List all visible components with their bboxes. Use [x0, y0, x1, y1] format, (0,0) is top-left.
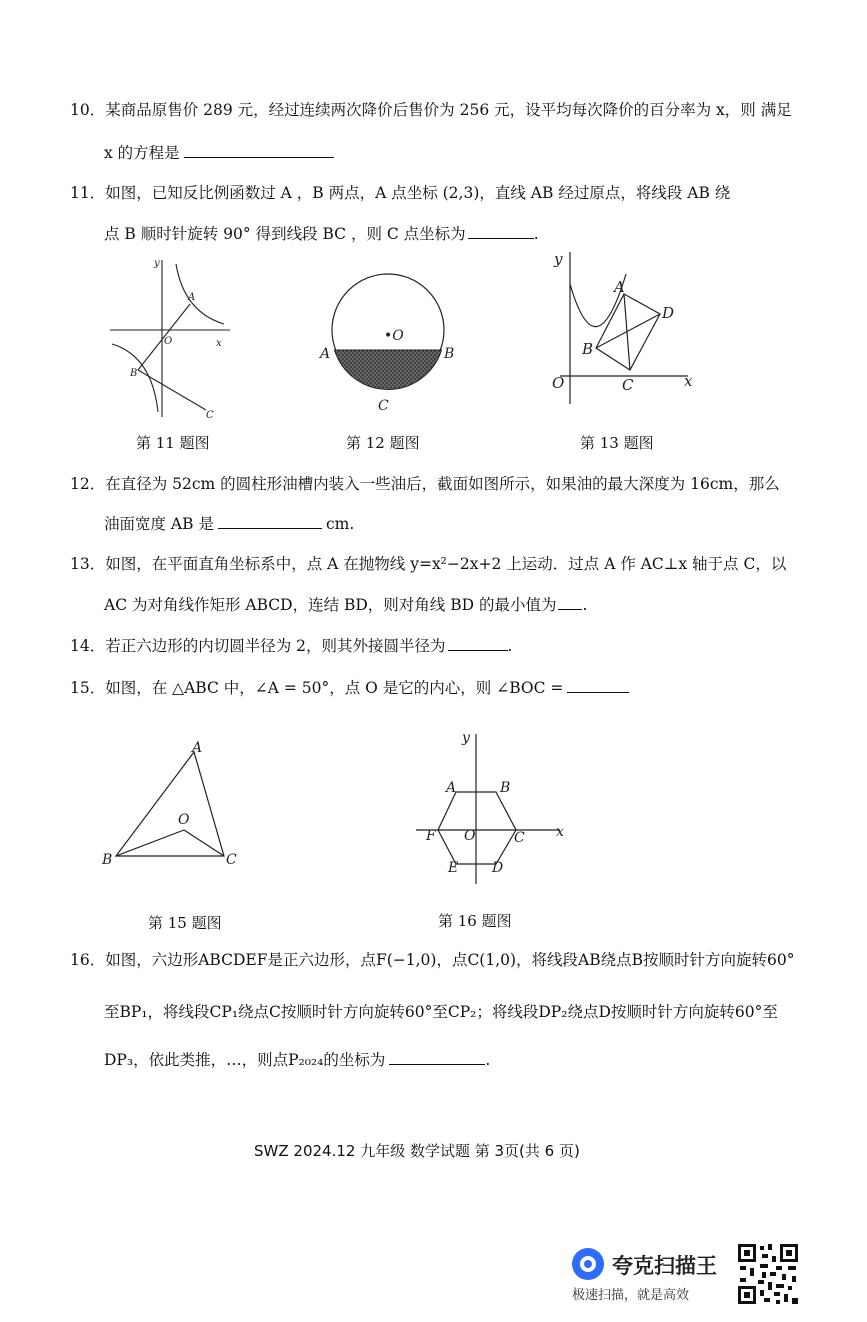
- fig12-o-label: •O: [384, 328, 404, 344]
- q12-end: cm.: [325, 515, 355, 533]
- fig13-a-label: A: [614, 278, 625, 296]
- q14-text: 14．若正六边形的内切圆半径为 2，则其外接圆半径为: [70, 637, 446, 655]
- q12-line2: [104, 514, 354, 534]
- q12-text: 油面宽度 AB 是: [104, 515, 214, 533]
- fig16-y-label: y: [462, 730, 470, 746]
- q14-end: .: [507, 637, 513, 655]
- q13-answer-blank: [558, 595, 582, 610]
- fig16-x-label: x: [556, 824, 564, 840]
- fig16-e-label: E: [448, 860, 459, 876]
- q16-text: DP₃，依此类推，…，则点P₂₀₂₄的坐标为: [104, 1051, 386, 1069]
- fig13-y-label: y: [554, 250, 563, 268]
- q15-line1: [70, 678, 629, 698]
- q16-answer-blank: [389, 1050, 485, 1065]
- q10-text: x 的方程是: [104, 144, 180, 162]
- fig16-b-label: B: [500, 780, 511, 796]
- fig15-a-label: A: [192, 740, 203, 756]
- q13-end: .: [582, 596, 588, 614]
- fig12-c-label: C: [378, 398, 389, 414]
- fig11-x-label: x: [216, 338, 222, 349]
- fig16-d-label: D: [492, 860, 504, 876]
- q14-answer-blank: [448, 636, 508, 651]
- fig13-x-label: x: [684, 372, 693, 390]
- fig16-c-label: C: [514, 830, 525, 846]
- q10-line2: [104, 143, 334, 163]
- q11-answer-blank: [468, 224, 534, 239]
- fig13-caption: 第 13 题图: [580, 434, 654, 452]
- fig16-caption: 第 16 题图: [438, 912, 512, 930]
- watermark-slogan: 极速扫描，就是高效: [572, 1288, 690, 1303]
- figure-16: [412, 726, 572, 888]
- scanner-logo-icon: [570, 1246, 606, 1282]
- scanner-watermark: [570, 1244, 730, 1304]
- page-footer: SWZ 2024.12 九年级 数学试题 第 3页(共 6 页): [254, 1142, 580, 1160]
- fig13-o-label: O: [552, 374, 565, 392]
- fig16-o-label: O: [464, 828, 476, 844]
- qr-code-icon: [736, 1242, 800, 1306]
- fig11-o-label: O: [164, 336, 173, 347]
- fig16-a-label: A: [446, 780, 457, 796]
- fig15-caption: 第 15 题图: [148, 914, 222, 932]
- q11-text: 点 B 顺时针旋转 90° 得到线段 BC ，则 C 点坐标为: [104, 225, 466, 243]
- fig16-f-label: F: [426, 828, 436, 844]
- q14-line1: [70, 636, 512, 656]
- q10-answer-blank: [184, 143, 334, 158]
- figure-12: [318, 258, 466, 418]
- q13-text: AC 为对角线作矩形 ABCD，连结 BD，则对角线 BD 的最小值为: [104, 596, 557, 614]
- fig13-d-label: D: [662, 304, 675, 322]
- q15-answer-blank: [567, 678, 629, 693]
- fig15-b-label: B: [102, 852, 113, 868]
- fig11-b-label: B: [130, 368, 138, 379]
- q16-end: .: [485, 1051, 491, 1069]
- figure-13: [540, 246, 700, 406]
- fig11-y-label: y: [154, 258, 160, 269]
- q16-line1: 16．如图，六边形ABCDEF是正六边形，点F(−1,0)，点C(1,0)，将线段AB绕点B按顺时针方向旋转60°: [70, 951, 795, 969]
- fig12-b-label: B: [444, 346, 455, 362]
- fig15-c-label: C: [226, 852, 237, 868]
- q11-end: .: [533, 225, 539, 243]
- figure-11: [100, 252, 240, 422]
- fig11-caption: 第 11 题图: [136, 434, 210, 452]
- fig12-a-label: A: [320, 346, 331, 362]
- fig13-c-label: C: [622, 376, 634, 394]
- fig13-b-label: B: [582, 340, 594, 358]
- q10-line1: 10．某商品原售价 289 元，经过连续两次降价后售价为 256 元，设平均每次降价的百分率为 x，则 满足: [70, 101, 792, 119]
- q15-text: 15．如图，在 △ABC 中，∠A = 50°，点 O 是它的内心，则 ∠BOC =: [70, 679, 564, 697]
- figure-15: [96, 734, 256, 874]
- q12-answer-blank: [218, 514, 322, 529]
- watermark-brand: 夸克扫描王: [612, 1254, 717, 1278]
- fig12-caption: 第 12 题图: [346, 434, 420, 452]
- q13-line1: 13．如图，在平面直角坐标系中，点 A 在抛物线 y=x²−2x+2 上运动．过点 A 作 AC⊥x 轴于点 C，以: [70, 555, 787, 573]
- fig11-c-label: C: [206, 410, 214, 421]
- q13-line2: [104, 595, 587, 615]
- q11-line2: [104, 224, 539, 244]
- fig15-o-label: O: [178, 812, 190, 828]
- q11-line1: 11．如图，已知反比例函数过 A ，B 两点，A 点坐标 (2,3)，直线 AB 经过原点，将线段 AB 绕: [70, 184, 731, 202]
- fig11-a-label: A: [188, 292, 196, 303]
- q12-line1: 12．在直径为 52cm 的圆柱形油槽内装入一些油后，截面如图所示，如果油的最大深度为 16cm，那么: [70, 475, 780, 493]
- q16-line2: 至BP₁，将线段CP₁绕点C按顺时针方向旋转60°至CP₂；将线段DP₂绕点D按顺时针方向旋转60°至: [104, 1003, 778, 1021]
- q16-line3: [104, 1050, 490, 1070]
